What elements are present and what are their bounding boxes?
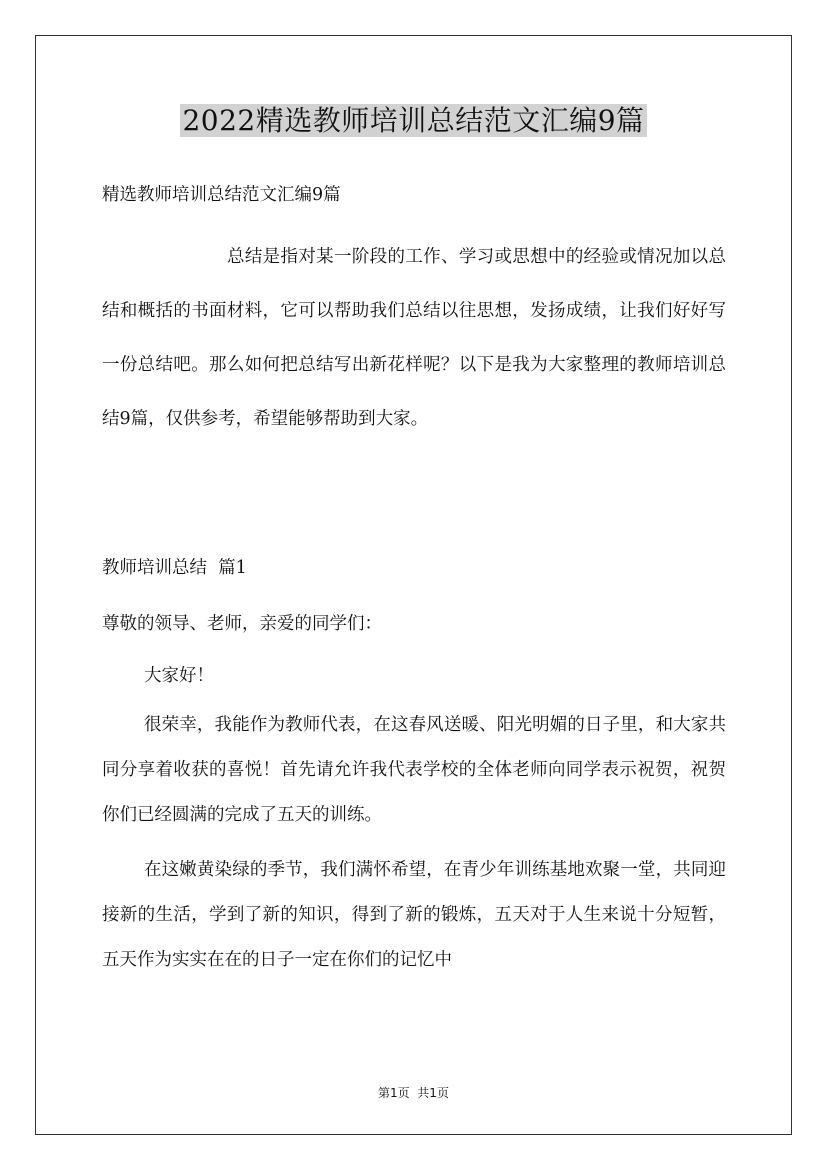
page-footer xyxy=(0,1085,827,1101)
salutation: 尊敬的领导、老师，亲爱的同学们： xyxy=(102,614,382,634)
page-number: 第1页 共1页 xyxy=(378,1086,449,1100)
document-subtitle: 精选教师培训总结范文汇编9篇 xyxy=(102,185,341,205)
body-paragraph: 很荣幸，我能作为教师代表，在这春风送暖、阳光明媚的日子里，和大家共同分享着收获的喜悦！首先请允许我代表学校的全体老师向同学表示祝贺，祝贺你们已经圆满的完成了五天的训练。 xyxy=(102,715,726,825)
document-title-text: 2022精选教师培训总结范文汇编9篇 xyxy=(182,104,645,137)
document-title xyxy=(0,102,827,140)
greeting: 大家好！ xyxy=(144,666,214,686)
intro-paragraph: 总结是指对某一阶段的工作、学习或思想中的经验或情况加以总结和概括的书面材料，它可以帮助我们总结以往思想，发扬成绩，让我们好好写一份总结吧。那么如何把总结写出新花样呢？以下是我为大家整理的教师培训总结9篇，仅供参考，希望能够帮助到大家。 xyxy=(102,247,726,429)
section-title: 教师培训总结 篇1 xyxy=(102,558,247,578)
body-paragraph: 在这嫩黄染绿的季节，我们满怀希望，在青少年训练基地欢聚一堂，共同迎接新的生活，学到了新的知识，得到了新的锻炼，五天对于人生来说十分短暂，五天作为实实在在的日子一定在你们的记忆中 xyxy=(102,860,726,970)
section-1 xyxy=(102,553,726,983)
